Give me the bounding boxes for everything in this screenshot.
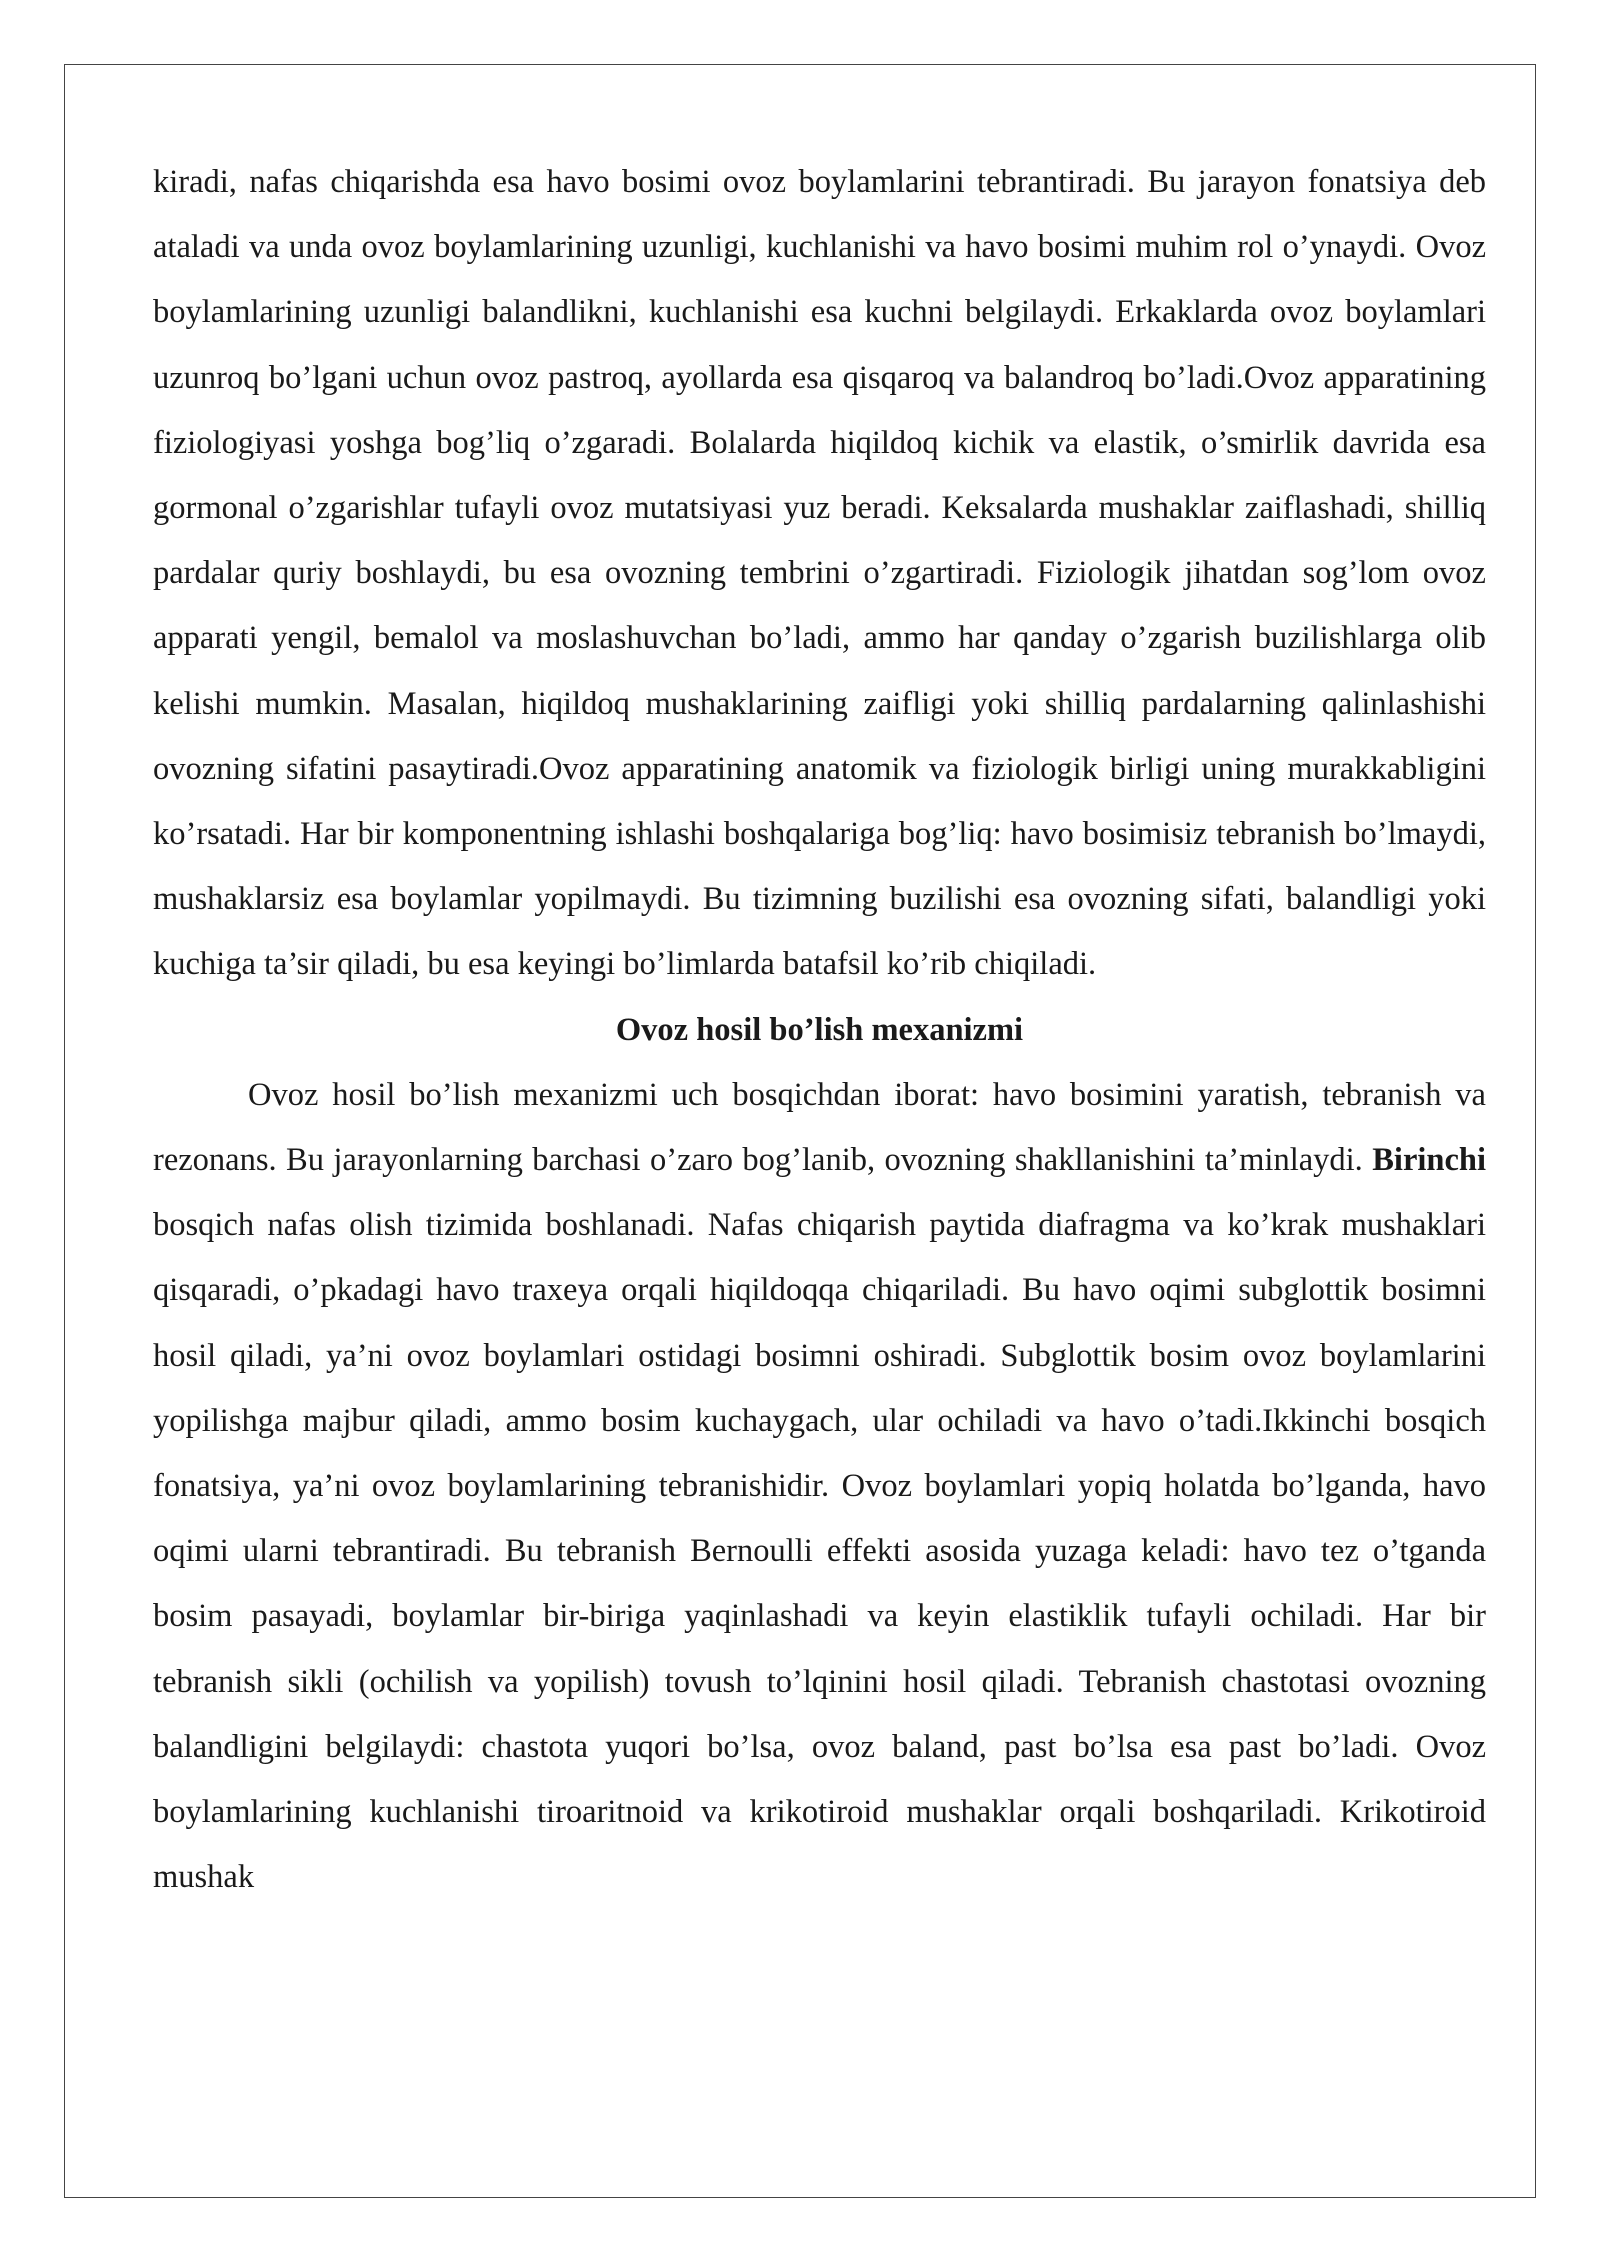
body-paragraph: kiradi, nafas chiqarishda esa havo bosimi ovoz boylamlarini tebrantiradi. Bu jarayon fonatsiya deb ataladi va unda ovoz boylamlarining uzunligi, kuchlanishi va havo bosimi muhim rol o’ynaydi. Ovoz boylamlarining uzunligi balandlikni, kuchlanishi esa kuchni belgilaydi. Erkaklarda ovoz boylamlari uzunroq bo’lgani uchun ovoz pastroq, ayollarda esa qisqaroq va balandroq bo’ladi.Ovoz apparatining fiziologiyasi yoshga bog’liq o’zgaradi. Bolalarda hiqildoq kichik va elastik, o’smirlik davrida esa gormonal o’zgarishlar tufayli ovoz mutatsiyasi yuz beradi. Keksalarda mushaklar zaiflashadi, shilliq pardalar quriy boshlaydi, bu esa ovozning tembrini o’zgartiradi. Fiziologik jihatdan sog’lom ovoz apparati yengil, bemalol va moslashuvchan bo’ladi, ammo har qanday o’zgarish buzilishlarga olib kelishi mumkin. Masalan, hiqildoq mushaklarining zaifligi yoki shilliq pardalarning qalinlashishi ovozning sifatini pasaytiradi.Ovoz apparatining anatomik va fiziologik birligi uning murakkabligini ko’rsatadi. Har bir komponentning ishlashi boshqalariga bog’liq: havo bosimisiz tebranish bo’lmaydi, mushaklarsiz esa boylamlar yopilmaydi. Bu tizimning buzilishi esa ovozning sifati, balandligi yoki kuchiga ta’sir qiladi, bu esa keyingi bo’limlarda batafsil ko’rib chiqiladi. — [153, 164, 1486, 983]
paragraph-text-start: Ovoz hosil bo’lish mexanizmi uch bosqichdan iborat: havo bosimini yaratish, tebranish va rezonans. Bu jarayonlarning barchasi o’zaro bog’lanib, ovozning shakllanishini ta’minlaydi. — [153, 1076, 1486, 1179]
section-heading: Ovoz hosil bo’lish mexanizmi — [615, 1011, 1024, 1048]
body-paragraph-mechanism — [153, 1063, 1486, 1911]
document-body — [153, 150, 1486, 1910]
paragraph-text-rest: bosqich nafas olish tizimida boshlanadi. Nafas chiqarish paytida diafragma va ko’krak mushaklari qisqaradi, o’pkadagi havo traxeya orqali hiqildoqqa chiqariladi. Bu havo oqimi subglottik bosimni hosil qiladi, ya’ni ovoz boylamlari ostidagi bosimni oshiradi. Subglottik bosim ovoz boylamlarini yopilishga majbur qiladi, ammo bosim kuchaygach, ular ochiladi va havo o’tadi.Ikkinchi bosqich fonatsiya, ya’ni ovoz boylamlarining tebranishidir. Ovoz boylamlari yopiq holatda bo’lganda, havo oqimi ularni tebrantiradi. Bu tebranish Bernoulli effekti asosida yuzaga keladi: havo tez o’tganda bosim pasayadi, boylamlar bir-biriga yaqinlashadi va keyin elastiklik tufayli ochiladi. Har bir tebranish sikli (ochilish va yopilish) tovush to’lqinini hosil qiladi. Tebranish chastotasi ovozning balandligini belgilaydi: chastota yuqori bo’lsa, ovoz baland, past bo’lsa esa past bo’ladi. Ovoz boylamlarining kuchlanishi tiroaritnoid va krikotiroid mushaklar orqali boshqariladi. Krikotiroid mushak — [153, 1207, 1486, 1896]
emphasized-word: Birinchi — [1372, 1142, 1487, 1179]
